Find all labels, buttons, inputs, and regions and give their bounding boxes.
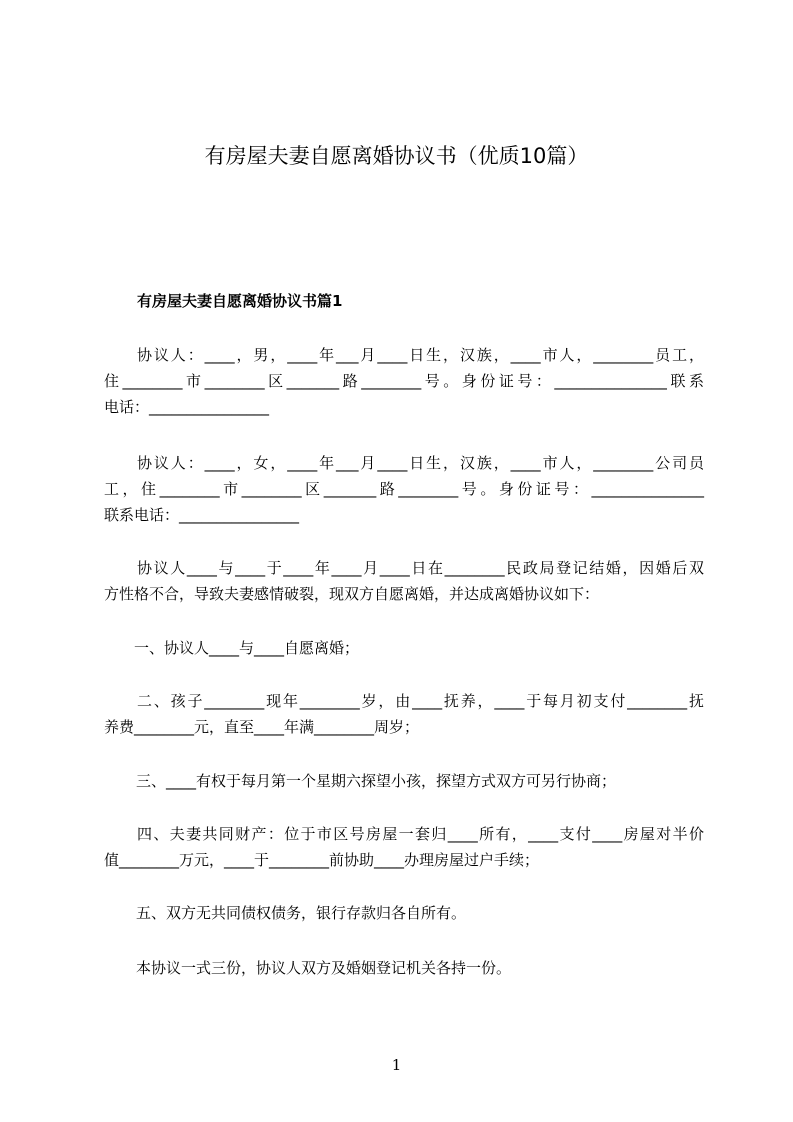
- paragraph-line: 值________万元，____于________前协助____办理房屋过户手续；: [104, 851, 540, 869]
- paragraph-line: 五、双方无共同债权债务，银行存款归各自所有。: [136, 904, 467, 922]
- clause-two: [104, 688, 704, 740]
- clause-five: [104, 900, 704, 926]
- paragraph-line: 协议人：____，女，____年___月____日生，汉族，____市人，________公司员: [137, 454, 704, 472]
- page-number: 1: [391, 1056, 402, 1074]
- document-title: 有房屋夫妻自愿离婚协议书（优质10篇）: [204, 144, 589, 168]
- clause-four: [104, 821, 704, 873]
- paragraph-line: 本协议一式三份，协议人双方及婚姻登记机关各持一份。: [136, 959, 512, 977]
- paragraph-line: 协议人____与____于____年____月____日在________民政局登记结婚，因婚后双: [137, 559, 704, 577]
- paragraph-line: 工，住________市________区_______路________号。身份证号：_______________: [104, 480, 704, 498]
- paragraph-copies: [104, 955, 704, 981]
- paragraph-line: 住________市________区_______路________号。身份证号：_______________联系: [104, 372, 704, 390]
- paragraph-line: 方性格不合，导致夫妻感情破裂，现双方自愿离婚，并达成离婚协议如下：: [104, 585, 600, 603]
- clause-three: [104, 768, 704, 794]
- paragraph-line: 协议人：____，男，____年___月____日生，汉族，____市人，________员工，: [137, 346, 704, 364]
- paragraph-line: 二、孩子________现年________岁，由____抚养，____于每月初支付________抚: [137, 692, 704, 710]
- paragraph-line: 三、____有权于每月第一个星期六探望小孩，探望方式双方可另行协商；: [136, 772, 617, 790]
- paragraph-party-female: [104, 450, 704, 528]
- clause-one: [104, 635, 704, 661]
- paragraph-line: 电话：________________: [104, 398, 270, 416]
- paragraph-party-male: [104, 342, 704, 420]
- paragraph-line: 一、协议人____与____自愿离婚；: [134, 639, 360, 657]
- section-heading: 有房屋夫妻自愿离婚协议书篇1: [137, 292, 343, 310]
- paragraph-line: 养费________元，直至____年满________周岁；: [104, 718, 420, 736]
- paragraph-line: 联系电话：________________: [104, 506, 300, 524]
- paragraph-line: 四、夫妻共同财产：位于市区号房屋一套归____所有，____支付____房屋对半价: [137, 825, 704, 843]
- paragraph-marriage-statement: [104, 555, 704, 607]
